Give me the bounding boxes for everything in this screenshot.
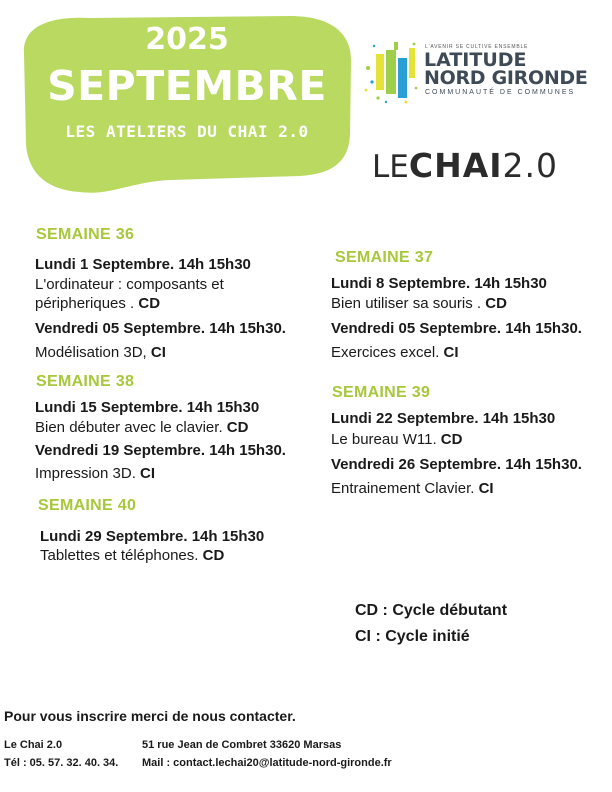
week-38-session1-text [35, 418, 248, 437]
week-36-session1-text1: L'ordinateur : composants et [35, 276, 224, 293]
header-month: SEPTEMBRE [47, 62, 327, 110]
week-36-session1-desc: péripheriques . [35, 295, 139, 312]
chai-logo-part2: CHAI [408, 146, 503, 185]
week-38-session2-code: CI [140, 465, 156, 482]
week-36-session2-text [35, 343, 166, 362]
week-36-session2-desc: Modélisation 3D, [35, 344, 151, 361]
legend-ci: CI : Cycle initié [355, 628, 470, 645]
week-39-session2-desc: Entrainement Clavier. [331, 480, 479, 497]
footer-phone: Tél : 05. 57. 32. 40. 34. [4, 757, 119, 769]
week-36-session2-date: Vendredi 05 Septembre. 14h 15h30. [35, 320, 286, 337]
week-38-session2-text [35, 464, 155, 483]
week-36-title: SEMAINE 36 [36, 226, 135, 243]
header-subtitle: LES ATELIERS DU CHAI 2.0 [65, 122, 309, 141]
week-37-session1-code: CD [485, 295, 507, 312]
header-year: 2025 [145, 22, 229, 57]
week-38-session1-desc: Bien débuter avec le clavier. [35, 419, 227, 436]
week-36-session1-code: CD [138, 295, 161, 312]
week-37-session1-date: Lundi 8 Septembre. 14h 15h30 [331, 275, 547, 292]
week-38-session1-code: CD [226, 419, 249, 436]
week-40-session1-text [40, 546, 224, 565]
week-39-session2-text [331, 479, 494, 498]
week-37-session1-desc: Bien utiliser sa souris . [331, 295, 486, 312]
week-39-session2-code: CI [478, 480, 494, 497]
footer-address: 51 rue Jean de Combret 33620 Marsas [142, 739, 342, 751]
week-36-session1-date: Lundi 1 Septembre. 14h 15h30 [35, 256, 251, 273]
week-40-session1-code: CD [202, 547, 225, 564]
legend-cd: CD : Cycle débutant [355, 602, 508, 619]
week-40-session1-date: Lundi 29 Septembre. 14h 15h30 [40, 528, 265, 545]
week-38-session2-date: Vendredi 19 Septembre. 14h 15h30. [35, 442, 286, 459]
week-37-session2-code: CI [443, 344, 459, 361]
week-39-title: SEMAINE 39 [332, 384, 431, 401]
week-36-session2-code: CI [150, 344, 166, 361]
week-38-session2-desc: Impression 3D. [35, 465, 141, 482]
week-40-session1-desc: Tablettes et téléphones. [40, 547, 203, 564]
week-36-session1-text2 [35, 294, 160, 313]
footer-mail: Mail : contact.lechai20@latitude-nord-gironde.fr [142, 757, 392, 769]
week-37-session1-text [331, 294, 507, 313]
week-40-title: SEMAINE 40 [38, 497, 137, 514]
latitude-subline: COMMUNAUTÉ DE COMMUNES [425, 89, 576, 96]
contact-heading: Pour vous inscrire merci de nous contacter. [4, 708, 296, 724]
week-38-session1-date: Lundi 15 Septembre. 14h 15h30 [35, 399, 260, 416]
week-37-session2-date: Vendredi 05 Septembre. 14h 15h30. [331, 320, 582, 337]
week-39-session2-date: Vendredi 26 Septembre. 14h 15h30. [331, 456, 582, 473]
week-37-title: SEMAINE 37 [335, 249, 434, 266]
footer-name: Le Chai 2.0 [4, 739, 63, 751]
le-chai-logo [372, 146, 558, 187]
latitude-tagline: L'AVENIR SE CULTIVE ENSEMBLE [425, 44, 529, 50]
week-39-session1-desc: Le bureau W11. [331, 431, 441, 448]
latitude-name-line2: NORD GIRONDE [424, 67, 588, 89]
week-39-session1-date: Lundi 22 Septembre. 14h 15h30 [331, 410, 556, 427]
chai-logo-part3: 2.0 [502, 146, 558, 185]
week-38-title: SEMAINE 38 [36, 373, 135, 390]
latitude-name-line1: LATITUDE [424, 49, 527, 71]
week-37-session2-desc: Exercices excel. [331, 344, 444, 361]
chai-logo-part1: LE [372, 149, 409, 185]
week-39-session1-code: CD [440, 431, 463, 448]
week-39-session1-text [331, 430, 462, 449]
week-37-session2-text [331, 343, 459, 362]
